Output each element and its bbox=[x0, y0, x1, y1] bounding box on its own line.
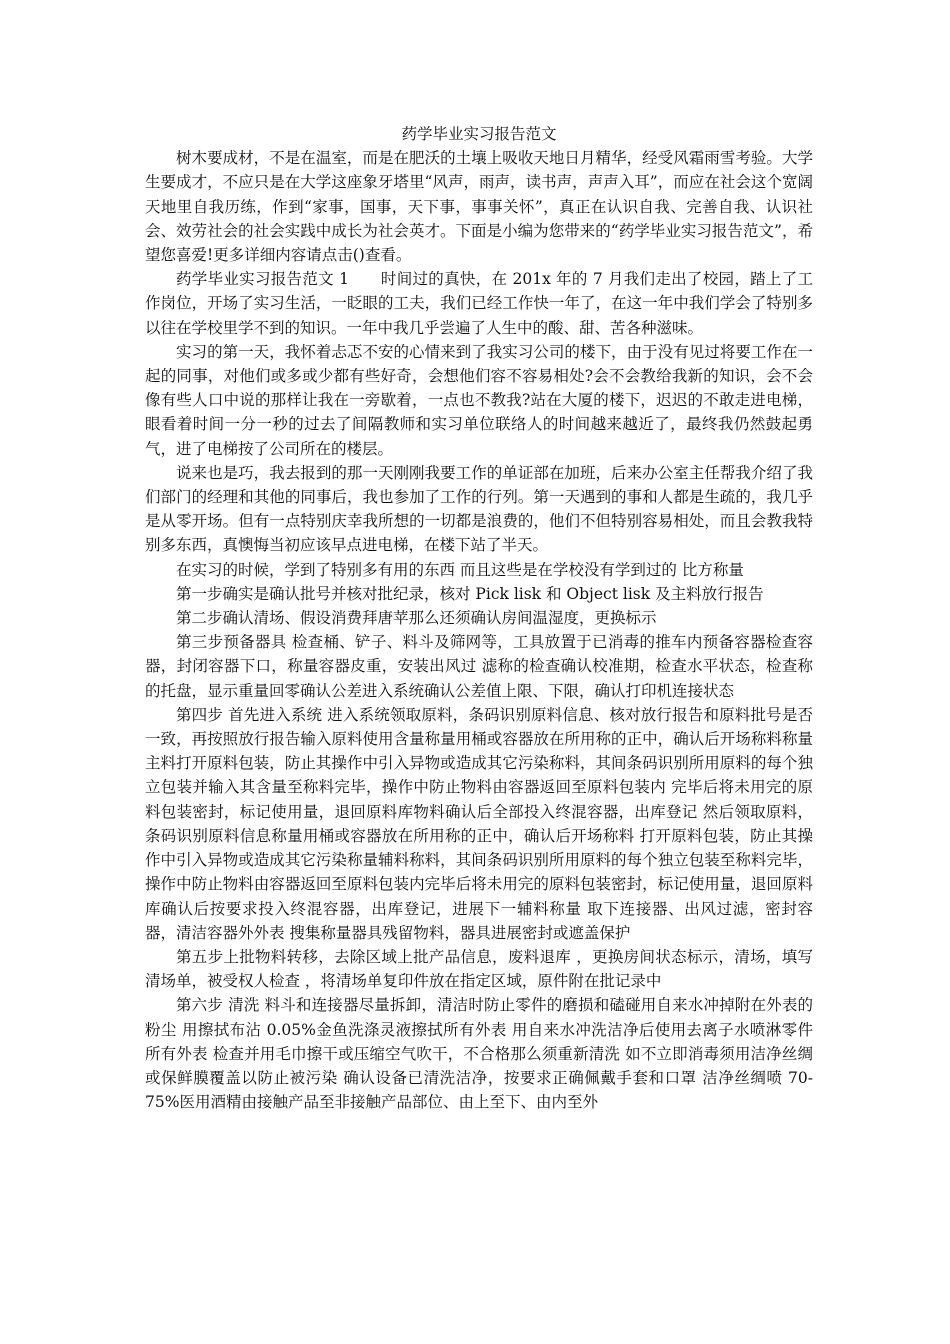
paragraph-sample-1: 药学毕业实习报告范文 1 时间过的真快，在 201x 年的 7 月我们走出了校园，踏上了工作岗位，开场了实习生活，一眨眼的工夫，我们已经工作快一年了，在这一年中我们学会了特别多以往在学校里学不到的知识。一年中我几乎尝遍了人生中的酸、甜、苦各种滋味。 bbox=[145, 270, 813, 337]
paragraph-coincidence: 说来也是巧，我去报到的那一天刚刚我要工作的单证部在加班，后来办公室主任帮我介绍了我们部门的经理和其他的同事后，我也参加了工作的行列。第一天遇到的事和人都是生疏的，我几乎是从零开场。但有一点特别庆幸我所想的一切都是浪费的，他们不但特别容易相处，而且会教我特别多东西，真懊悔当初应该早点进电梯，在楼下站了半天。 bbox=[145, 463, 813, 555]
paragraph-step-4: 第四步 首先进入系统 进入系统领取原料，条码识别原料信息、核对放行报告和原料批号是否一致，再按照放行报告输入原料使用含量称量用桶或容器放在所用称的正中，确认后开场称料称量主料打开原料包装，防止其操作中引入异物或造成其它污染称料，其间条码识别所用原料的每个独立包装并输入其含量至称料完毕，操作中防止物料由容器返回至原料包装内 完毕后将未用完的原料包装密封，标记使用量，退回原料库物料确认后全部投入终混容器，出库登记 然后领取原料，条码识别原料信息称量用桶或容器放在所用称的正中，确认后开场称料 打开原料包装，防止其操作中引入异物或造成其它污染称量辅料称料，其间条码识别所用原料的每个独立包装至称料完毕，操作中防止物料由容器返回至原料包装内完毕后将未用完的原料包装密封，标记使用量，退回原料库确认后按要求投入终混容器，出库登记，进展下一辅料称量 取下连接器、出风过滤，密封容器，清洁容器外外表 搜集称量器具残留物料，器具进展密封或遮盖保护 bbox=[145, 705, 813, 942]
paragraph-step-5: 第五步上批物料转移，去除区域上批产品信息，废料退库 ，更换房间状态标示，清场，填写清场单，被受权人检查 ，将清场单复印件放在指定区域，原件附在批记录中 bbox=[145, 947, 813, 991]
paragraph-step-2: 第二步确认清场、假设消费拜唐苹那么还须确认房间温湿度，更换标示 bbox=[176, 609, 657, 628]
document-title: 药学毕业实习报告范文 bbox=[401, 125, 557, 143]
paragraph-intro: 树木要成材，不是在温室，而是在肥沃的土壤上吸收天地日月精华，经受风霜雨雪考验。大学生要成才，不应只是在大学这座象牙塔里“风声，雨声，读书声，声声入耳”，而应在社会这个宽阔天地里自我历练，作到“家事，国事，天下事，事事关怀”，真正在认识自我、完善自我、认识社会、效劳社会的社会实践中成长为社会英才。下面是小编为您带来的“药学毕业实习报告范文”，希望您喜爱!更多详细内容请点击()查看。 bbox=[145, 149, 813, 265]
document-body bbox=[145, 122, 813, 1114]
paragraph-first-day: 实习的第一天，我怀着忐忑不安的心情来到了我实习公司的楼下，由于没有见过将要工作在一起的同事，对他们或多或少都有些好奇，会想他们容不容易相处?会不会教给我新的知识，会不会像有些人口中说的那样让我在一旁歇着，一点也不教我?站在大厦的楼下，迟迟的不敢走进电梯，眼看着时间一分一秒的过去了间隔教师和实习单位联络人的时间越来越近了，最终我仍然鼓起勇气，进了电梯按了公司所在的楼层。 bbox=[145, 342, 813, 458]
paragraph-step-3: 第三步预备器具 检查桶、铲子、料斗及筛网等，工具放置于已消毒的推车内预备容器检查容器，封闭容器下口，称量容器皮重，安装出风过 滤称的检查确认校准期，检查水平状态，检查称的托盘，显示重量回零确认公差进入系统确认公差值上限、下限，确认打印机连接状态 bbox=[145, 633, 813, 700]
paragraph-learned: 在实习的时候，学到了特别多有用的东西 而且这些是在学校没有学到过的 比方称量 bbox=[176, 560, 744, 579]
paragraph-step-1: 第一步确实是确认批号并核对批纪录，核对 Pick lisk 和 Object lisk 及主料放行报告 bbox=[176, 584, 764, 603]
paragraph-step-6: 第六步 清洗 料斗和连接器尽量拆卸，清洁时防止零件的磨损和磕碰用自来水冲掉附在外表的粉尘 用擦拭布沾 0.05%金鱼洗涤灵液擦拭所有外表 用自来水冲洗洁净后使用去离子水喷淋零件所有外表 检查并用毛巾擦干或压缩空气吹干，不合格那么须重新清洗 如不立即消毒须用洁净丝绸或保鲜膜覆盖以防止被污染 确认设备已清洗洁净，按要求正确佩戴手套和口罩 洁净丝绸喷 70-75%医用酒精由接触产品至非接触产品部位、由上至下、由内至外 bbox=[145, 996, 813, 1112]
